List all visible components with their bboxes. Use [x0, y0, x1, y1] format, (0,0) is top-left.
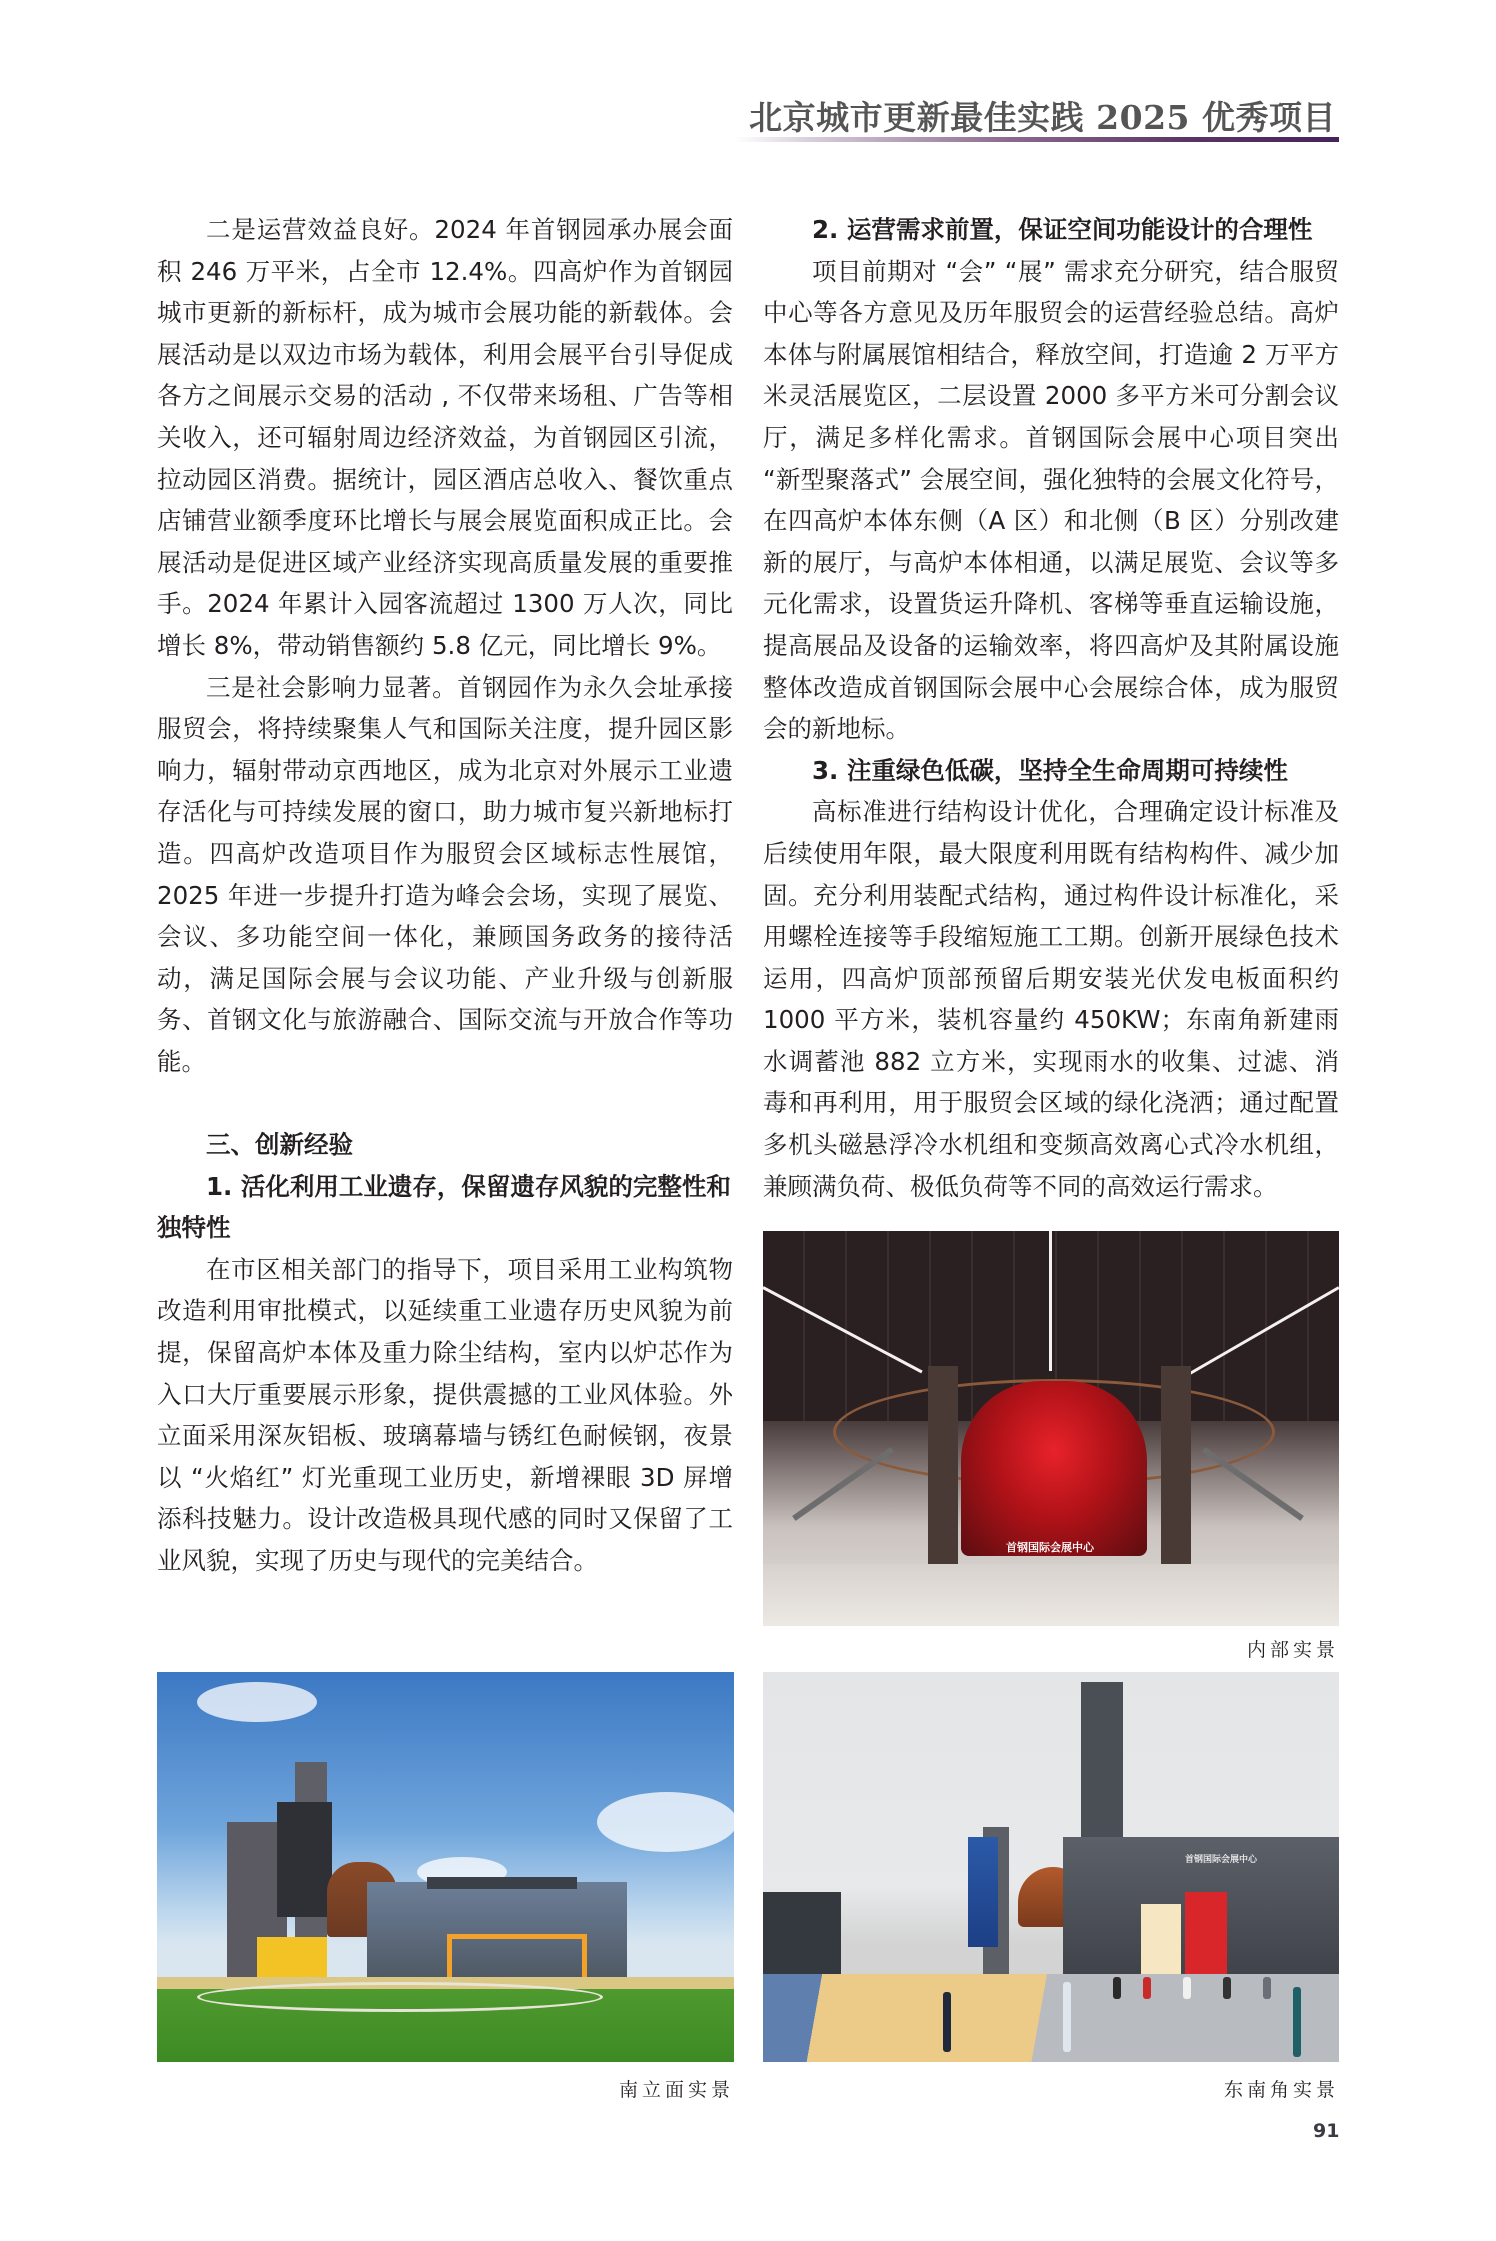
- subsection-body-1: 在市区相关部门的指导下，项目采用工业构筑物改造利用审批模式，以延续重工业遗存历史风貌为前提，保留高炉本体及重力除尘结构，室内以炉芯作为入口大厅重要展示形象，提供震撼的工业风体验。外立面采用深灰铝板、玻璃幕墙与锈红色耐候钢，夜景以 “火焰红” 灯光重现工业历史，新增裸眼 3D 屏增添科技魅力。设计改造极具现代感的同时又保留了工业风貌，实现了历史与现代的完美结合。: [157, 1254, 733, 1575]
- steel-pillar: [928, 1366, 958, 1588]
- paragraph-social-impact: 三是社会影响力显著。首钢园作为永久会址承接服贸会，将持续聚集人气和国际关注度，提升园区影响力，辐射带动京西地区，成为北京对外展示工业遗存活化与可持续发展的窗口，助力城市复兴新地标打造。四高炉改造项目作为服贸会区域标志性展馆，2025 年进一步提升打造为峰会会场，实现了展览、会议、多功能空间一体化，兼顾国务政务的接待活动，满足国际会展与会议功能、产业升级与创新服务、首钢文化与旅游融合、国际交流与开放合作等功能。: [157, 672, 733, 1076]
- cloud: [597, 1792, 734, 1852]
- furnace-tower: [1081, 1682, 1123, 1862]
- photo-interior: [763, 1231, 1339, 1626]
- visitor: [1263, 1977, 1271, 1999]
- left-column: [157, 209, 733, 1582]
- subsection-heading-2: 2. 运营需求前置，保证空间功能设计的合理性: [812, 215, 1313, 244]
- header-divider-bar: [735, 137, 1339, 142]
- red-furnace-core: [961, 1381, 1147, 1556]
- red-banner: [1185, 1892, 1227, 1987]
- spacer: [157, 1082, 733, 1124]
- ceiling-light-strip: [1049, 1231, 1052, 1371]
- visitor: [1143, 1977, 1151, 1999]
- subsection-heading-3: 3. 注重绿色低碳，坚持全生命周期可持续性: [812, 755, 1288, 785]
- visitor: [1293, 1987, 1301, 2057]
- escalator: [792, 1447, 894, 1521]
- visitor: [1113, 1977, 1121, 1999]
- lawn-ring: [197, 1982, 603, 2012]
- page-number: 91: [1313, 2120, 1340, 2142]
- photo-southeast-corner: [763, 1672, 1339, 2062]
- visitor: [1183, 1977, 1191, 1999]
- center-sign-text: 首钢国际会展中心: [1006, 1541, 1094, 1554]
- subsection-body-3: 高标准进行结构设计优化，合理确定设计标准及后续使用年限，最大限度利用既有结构构件、减少加固。充分利用装配式结构，通过构件设计标准化，采用螺栓连接等手段缩短施工工期。创新开展绿色技术运用，四高炉顶部预留后期安装光伏发电板面积约 1000 平方米，装机容量约 450KW；东南角新建雨水调蓄池 882 立方米，实现雨水的收集、过滤、消毒和再利用，用于服贸会区域的绿化浇洒；通过配置多机头磁悬浮冷水机组和变频高效离心式冷水机组，兼顾满负荷、极低负荷等不同的高效运行需求。: [763, 797, 1339, 1201]
- escalator: [1202, 1447, 1304, 1521]
- subsection-heading-1: 1. 活化利用工业遗存，保留遗存风貌的完整性和独特性: [157, 1171, 731, 1243]
- visitor: [943, 1992, 951, 2052]
- steel-pillar: [1161, 1366, 1191, 1588]
- hall-roof: [427, 1877, 577, 1889]
- visitor: [1223, 1977, 1231, 1999]
- visitor: [1063, 1982, 1071, 2052]
- caption-interior: 内部实景: [1246, 1639, 1339, 1661]
- caption-south-facade: 南立面实景: [618, 2079, 734, 2101]
- subsection-body-2: 项目前期对 “会” “展” 需求充分研究，结合服贸中心等各方意见及历年服贸会的运营经验总结。高炉本体与附属展馆相结合，释放空间，打造逾 2 万平方米灵活展览区，二层设置 2000 多平方米可分割会议厅，满足多样化需求。首钢国际会展中心项目突出 “新型聚落式” 会展空间，强化独特的会展文化符号，在四高炉本体东侧（A 区）和北侧（B 区）分别改建新的展厅，与高炉本体相通，以满足展览、会议等多元化需求，设置货运升降机、客梯等垂直运输设施，提高展品及设备的运输效率，将四高炉及其附属设施整体改造成首钢国际会展中心会展综合体，成为服贸会的新地标。: [763, 256, 1339, 744]
- right-column: [763, 209, 1339, 1207]
- running-header-title: 北京城市更新最佳实践 2025 优秀项目: [749, 98, 1336, 137]
- section-heading-innovation: 三、创新经验: [206, 1130, 353, 1160]
- photo-floor: [763, 1564, 1339, 1626]
- plaza-ground: [763, 1974, 1339, 2062]
- photo-south-facade: [157, 1672, 734, 2062]
- office-building: [763, 1892, 841, 1980]
- paragraph-operating-benefits: 二是运营效益良好。2024 年首钢园承办展会面积 246 万平米，占全市 12.4%。四高炉作为首钢园城市更新的新标杆，成为城市会展功能的新载体。会展活动是以双边市场为载体，利用会展平台引导促成各方之间展示交易的活动 , 不仅带来场租、广告等相关收入，还可辐射周边经济效益，为首钢园区引流，拉动园区消费。据统计，园区酒店总收入、餐饮重点店铺营业额季度环比增长与展会展览面积成正比。会展活动是促进区域产业经济实现高质量发展的重要推手。2024 年累计入园客流超过 1300 万人次，同比增长 8%，带动销售额约 5.8 亿元，同比增长 9%。: [157, 215, 733, 660]
- blue-banner: [968, 1837, 998, 1947]
- cloud: [197, 1682, 317, 1722]
- caption-southeast-corner: 东南角实景: [1223, 2079, 1339, 2101]
- hall-label: 首钢国际会展中心: [1185, 1855, 1258, 1865]
- led-screen: [277, 1802, 332, 1917]
- yellow-entrance: [257, 1937, 327, 1979]
